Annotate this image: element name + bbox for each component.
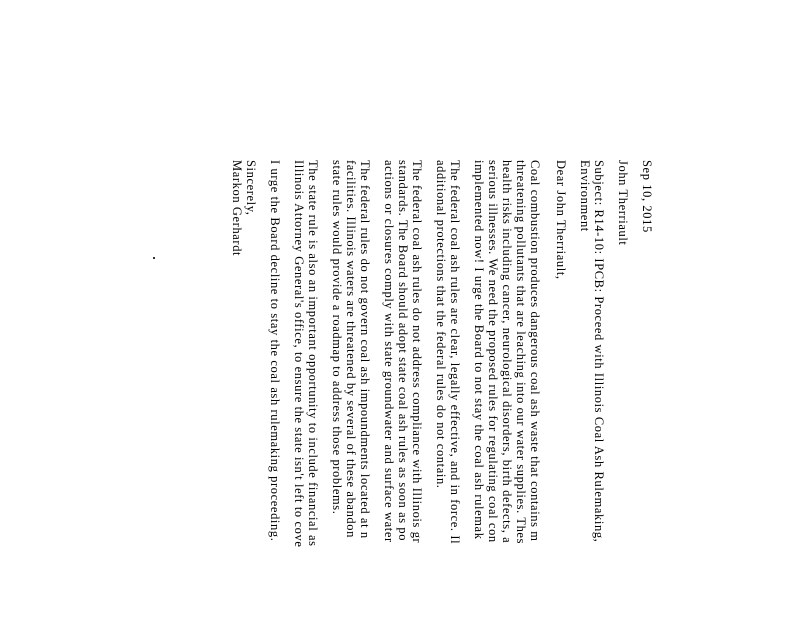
paragraph-line: threatening pollutants that are leaching into our water supplies. Thes xyxy=(514,160,528,545)
paragraph-line: health risks including cancer, neurological disorders, birth defects, a xyxy=(500,160,514,544)
paragraph-line: facilities. Illinois waters are threatened by several of these abandon xyxy=(344,160,358,538)
paragraph-5 xyxy=(292,160,320,618)
letter-signer: Markon Gerhardt xyxy=(230,160,244,257)
paragraph-line: serious illnesses. We need the proposed rules for regulating coal con xyxy=(486,160,500,543)
closing-request: I urge the Board decline to stay the coal ash rulemaking proceeding. xyxy=(268,160,282,542)
paragraph-line: state rules would provide a roadmap to address those problems. xyxy=(330,160,344,515)
paragraph-line: The federal coal ash rules are clear, legally effective, and in force. Il xyxy=(448,160,462,545)
letter-subject-line-1: Subject: R14-10: IPCB: Proceed with Illinois Coal Ash Rulemaking, xyxy=(592,160,606,543)
paragraph-line: actions or closures comply with state groundwater and surface water xyxy=(382,160,396,543)
letter-salutation: Dear John Therriault, xyxy=(554,160,568,280)
letter-body xyxy=(230,160,654,618)
paragraph-4 xyxy=(330,160,372,618)
letter-date: Sep 10, 2015 xyxy=(640,160,654,233)
letter-recipient: John Therriault xyxy=(616,160,630,246)
paragraph-line: The federal coal ash rules do not address compliance with Illinois gr xyxy=(410,160,424,544)
paragraph-line: Illinois Attorney General's office, to ensure the state isn't left to cove xyxy=(292,160,306,548)
paragraph-line: The state rule is also an important opportunity to include financial as xyxy=(306,160,320,547)
paragraph-2 xyxy=(434,160,462,618)
paragraph-line: standards. The Board should adopt state coal ash rules as soon as po xyxy=(396,160,410,542)
letter-subject-line-2: Environment xyxy=(578,160,592,232)
paragraph-1 xyxy=(472,160,542,618)
paragraph-3 xyxy=(382,160,424,618)
letter-signoff: Sincerely, xyxy=(244,160,258,216)
scan-speck xyxy=(153,257,155,259)
paragraph-line: additional protections that the federal rules do not contain. xyxy=(434,160,448,489)
paragraph-line: implemented now! I urge the Board to not stay the coal ash rulemak xyxy=(472,160,486,540)
paragraph-line: Coal combustion produces dangerous coal ash waste that contains m xyxy=(528,160,542,542)
paragraph-line: The federal rules do not govern coal ash impoundments located at n xyxy=(358,160,372,539)
